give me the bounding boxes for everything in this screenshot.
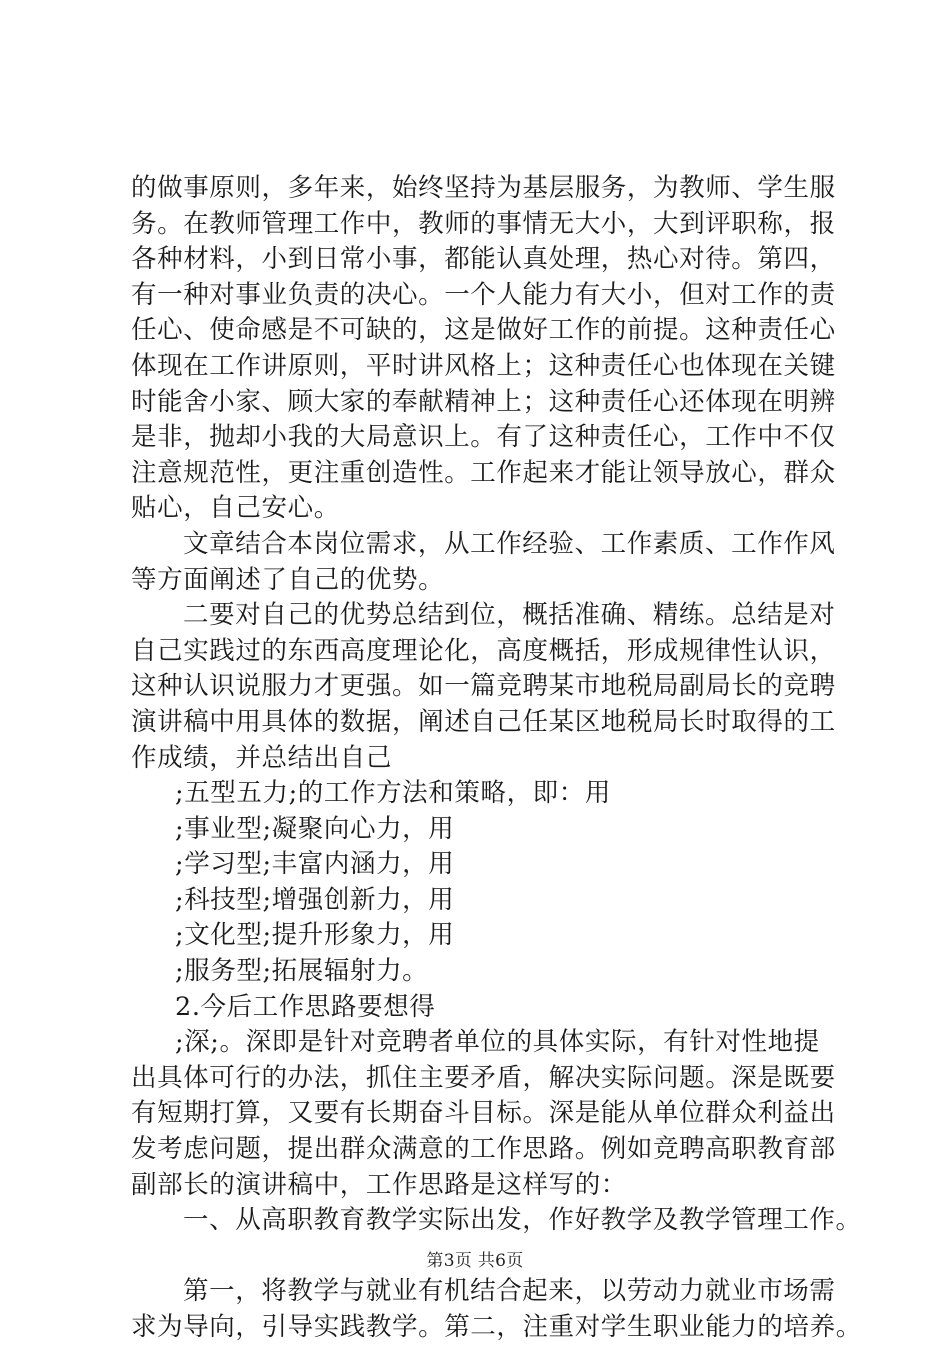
text-line: ;文化型;提升形象力，用 <box>175 920 455 951</box>
text-line: ;事业型;凝聚向心力，用 <box>175 813 455 844</box>
text-line: ;科技型;增强创新力，用 <box>175 884 455 915</box>
text-line: 一、从高职教育教学实际出发，作好教学及教学管理工作。 <box>183 1205 862 1236</box>
text-line: 第一，将教学与就业有机结合起来，以劳动力就业市场需 <box>183 1276 836 1307</box>
text-line: 任心、使命感是不可缺的，这是做好工作的前提。这种责任心 <box>131 315 836 346</box>
text-line: 是非，抛却小我的大局意识上。有了这种责任心，工作中不仅 <box>131 422 836 453</box>
text-line: 出具体可行的办法，抓住主要矛盾，解决实际问题。深是既要 <box>131 1062 836 1093</box>
text-line: 演讲稿中用具体的数据，阐述自己任某区地税局长时取得的工 <box>131 706 836 737</box>
text-line: 有短期打算，又要有长期奋斗目标。深是能从单位群众利益出 <box>131 1098 836 1129</box>
text-line: 这种认识说服力才更强。如一篇竞聘某市地税局副局长的竞聘 <box>131 671 836 702</box>
body-text <box>131 171 861 1346</box>
text-line: 求为导向，引导实践教学。第二，注重对学生职业能力的培养。 <box>131 1312 862 1342</box>
text-line: 副部长的演讲稿中，工作思路是这样写的： <box>131 1169 627 1200</box>
text-line: 务。在教师管理工作中，教师的事情无大小，大到评职称，报 <box>131 208 836 239</box>
text-line: 发考虑问题，提出群众满意的工作思路。例如竞聘高职教育部 <box>131 1134 836 1165</box>
text-line: 注意规范性，更注重创造性。工作起来才能让领导放心，群众 <box>131 457 836 488</box>
text-line: 各种材料，小到日常小事，都能认真处理，热心对待。第四， <box>131 244 836 275</box>
text-line: 二要对自己的优势总结到位，概括准确、精练。总结是对 <box>183 600 836 631</box>
text-line: ;五型五力;的工作方法和策略，即：用 <box>175 778 611 809</box>
page-number-footer: 第3页 共6页 <box>426 1251 524 1271</box>
text-line: 自己实践过的东西高度理论化，高度概括，形成规律性认识， <box>131 635 836 666</box>
text-line: 2.今后工作思路要想得 <box>175 991 436 1022</box>
text-line: 的做事原则，多年来，始终坚持为基层服务，为教师、学生服 <box>131 173 836 203</box>
text-line: 有一种对事业负责的决心。一个人能力有大小，但对工作的责 <box>131 279 836 310</box>
text-line: 等方面阐述了自己的优势。 <box>131 564 445 595</box>
text-line: 作成绩，并总结出自己 <box>131 742 393 773</box>
text-line: 文章结合本岗位需求，从工作经验、工作素质、工作作风 <box>183 528 836 559</box>
text-line: ;服务型;拓展辐射力。 <box>175 956 429 987</box>
text-line: ;深;。深即是针对竞聘者单位的具体实际，有针对性地提 <box>175 1027 820 1058</box>
text-line: 时能舍小家、顾大家的奉献精神上；这种责任心还体现在明辨 <box>131 386 836 417</box>
text-line: ;学习型;丰富内涵力，用 <box>175 849 455 880</box>
text-line: 体现在工作讲原则，平时讲风格上；这种责任心也体现在关键 <box>131 350 836 381</box>
text-line: 贴心，自己安心。 <box>131 493 340 524</box>
